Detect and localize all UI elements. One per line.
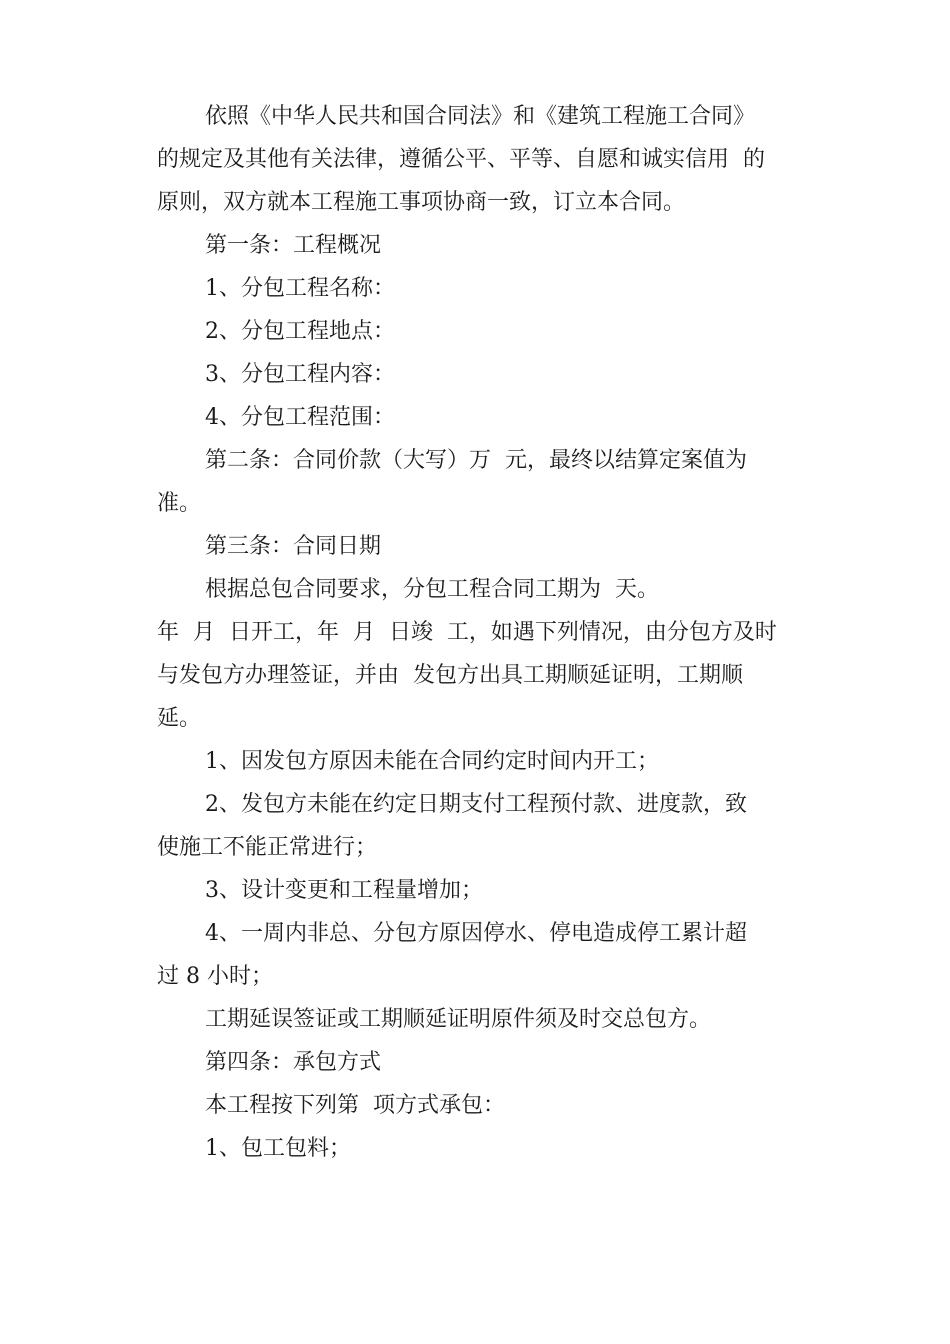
section-heading: 第二条：合同价款（大写）万 元，最终以结算定案值为 <box>205 448 747 473</box>
list-item: 1、因发包方原因未能在合同约定时间内开工； <box>205 749 659 774</box>
paragraph-line: 工期延误签证或工期顺延证明原件须及时交总包方。 <box>205 1007 712 1032</box>
paragraph-line: 根据总包合同要求，分包工程合同工期为 天。 <box>205 577 659 602</box>
section-heading: 第四条：承包方式 <box>205 1050 382 1075</box>
list-item: 1、包工包料； <box>205 1136 351 1161</box>
paragraph-line: 的规定及其他有关法律，遵循公平、平等、自愿和诚实信用 的 <box>157 147 765 172</box>
paragraph-line: 原则，双方就本工程施工事项协商一致，订立本合同。 <box>157 190 686 215</box>
paragraph-line: 依照《中华人民共和国合同法》和《建筑工程施工合同》 <box>205 104 756 129</box>
section-heading: 第三条：合同日期 <box>205 534 382 559</box>
list-item: 4、分包工程范围： <box>205 405 395 430</box>
section-heading: 第一条：工程概况 <box>205 233 382 258</box>
list-item: 4、一周内非总、分包方原因停水、停电造成停工累计超 <box>205 921 747 946</box>
list-item: 3、分包工程内容： <box>205 362 395 387</box>
list-item: 1、分包工程名称： <box>205 276 395 301</box>
list-item: 2、发包方未能在约定日期支付工程预付款、进度款，致 <box>205 792 747 817</box>
list-item: 3、设计变更和工程量增加； <box>205 878 483 903</box>
list-item: 2、分包工程地点： <box>205 319 395 344</box>
paragraph-line: 本工程按下列第 项方式承包： <box>205 1093 505 1118</box>
paragraph-line: 过 8 小时； <box>157 964 273 989</box>
paragraph-line: 延。 <box>157 706 202 731</box>
paragraph-line: 准。 <box>157 491 202 516</box>
paragraph-line: 使施工不能正常进行； <box>157 835 378 860</box>
paragraph-line: 年 月 日开工，年 月 日竣 工，如遇下列情况，由分包方及时 <box>157 620 777 645</box>
paragraph-line: 与发包方办理签证，并由 发包方出具工期顺延证明，工期顺 <box>157 663 743 688</box>
